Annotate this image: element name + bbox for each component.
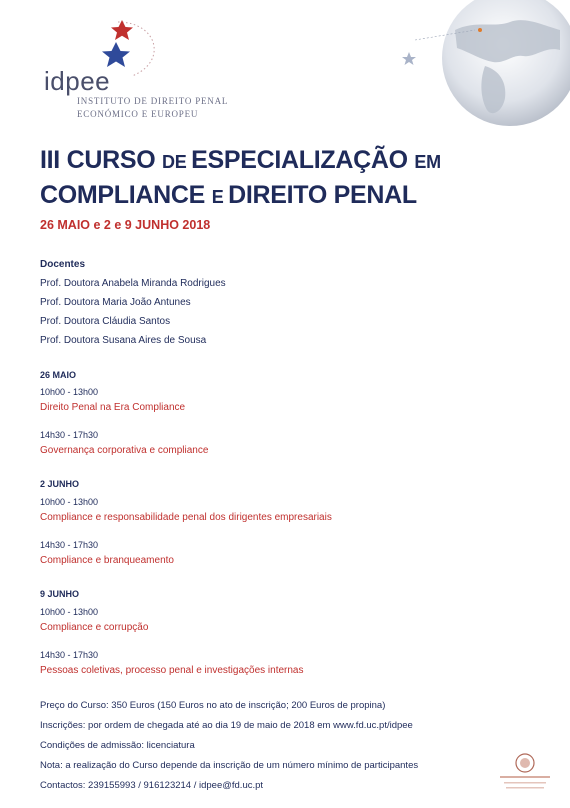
session-topic: Direito Penal na Era Compliance bbox=[40, 402, 186, 413]
logo-name: idpee bbox=[44, 66, 111, 96]
globe-icon bbox=[395, 0, 570, 128]
red-star-icon bbox=[111, 20, 133, 40]
title-line-1: III CURSO DE ESPECIALIZAÇÃO EM bbox=[40, 146, 441, 174]
session-topic: Pessoas coletivas, processo penal e investigações internas bbox=[40, 665, 304, 676]
teacher-name: Prof. Doutora Susana Aires de Sousa bbox=[40, 335, 207, 346]
session-topic: Compliance e branqueamento bbox=[40, 555, 174, 566]
blue-star-icon bbox=[102, 42, 130, 67]
day-heading: 2 JUNHO bbox=[40, 479, 80, 489]
session-time: 10h00 - 13h00 bbox=[40, 497, 99, 507]
day-heading: 26 MAIO bbox=[40, 370, 77, 380]
day-heading: 9 JUNHO bbox=[40, 589, 80, 599]
idpee-logo bbox=[40, 14, 300, 124]
registration-info: Inscrições: por ordem de chegada até ao dia 19 de maio de 2018 em www.fd.uc.pt/idpee bbox=[40, 720, 413, 731]
course-dates: 26 MAIO e 2 e 9 JUNHO 2018 bbox=[40, 218, 211, 232]
admission-conditions: Condições de admissão: licenciatura bbox=[40, 740, 195, 751]
session-time: 14h30 - 17h30 bbox=[40, 430, 99, 440]
title-line-2: COMPLIANCE E DIREITO PENAL bbox=[40, 181, 417, 209]
university-seal-icon bbox=[494, 752, 556, 800]
course-note: Nota: a realização do Curso depende da inscrição de um número mínimo de participantes bbox=[40, 760, 419, 771]
contacts: Contactos: 239155993 / 916123214 / idpee@fd.uc.pt bbox=[40, 780, 264, 791]
session-time: 10h00 - 13h00 bbox=[40, 607, 99, 617]
session-topic: Compliance e responsabilidade penal dos dirigentes empresariais bbox=[40, 512, 332, 523]
teacher-name: Prof. Doutora Maria João Antunes bbox=[40, 297, 191, 308]
session-topic: Governança corporativa e compliance bbox=[40, 445, 209, 456]
course-title bbox=[40, 144, 540, 214]
teacher-name: Prof. Doutora Cláudia Santos bbox=[40, 316, 171, 327]
teacher-name: Prof. Doutora Anabela Miranda Rodrigues bbox=[40, 278, 226, 289]
course-price: Preço do Curso: 350 Euros (150 Euros no ato de inscrição; 200 Euros de propina) bbox=[40, 700, 386, 711]
docentes-heading: Docentes bbox=[40, 259, 86, 270]
logo-subtitle-line2: ECONÓMICO E EUROPEU bbox=[77, 109, 199, 119]
session-topic: Compliance e corrupção bbox=[40, 622, 149, 633]
session-time: 14h30 - 17h30 bbox=[40, 650, 99, 660]
session-time: 10h00 - 13h00 bbox=[40, 387, 99, 397]
logo-subtitle-line1: INSTITUTO DE DIREITO PENAL bbox=[77, 96, 229, 106]
session-time: 14h30 - 17h30 bbox=[40, 540, 99, 550]
